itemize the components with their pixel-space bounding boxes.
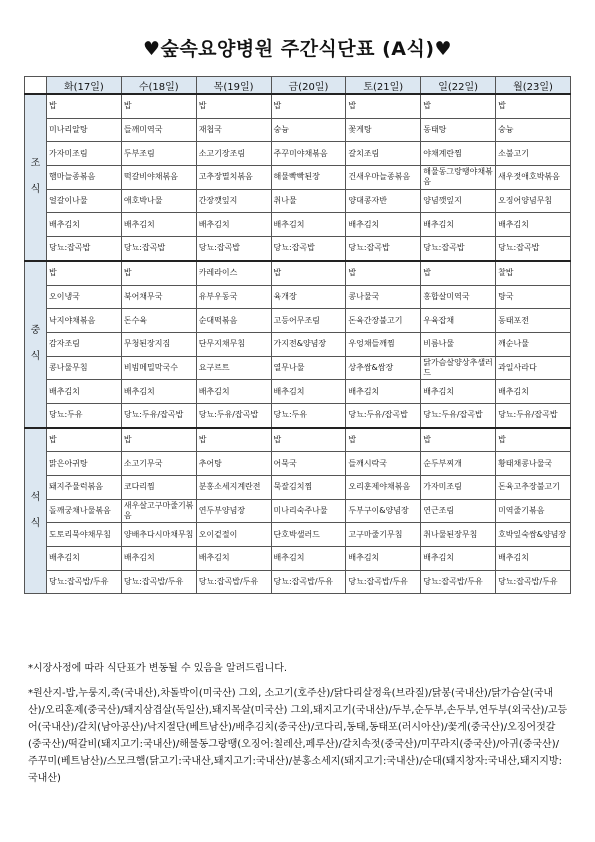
menu-cell: 오리훈제야채볶음 bbox=[346, 476, 421, 500]
menu-cell: 추어탕 bbox=[196, 452, 271, 476]
menu-cell: 당뇨:두유/잡곡밥 bbox=[121, 403, 196, 427]
menu-cell: 감자조림 bbox=[47, 332, 122, 356]
menu-cell: 간장깻잎지 bbox=[196, 189, 271, 213]
menu-cell: 밥 bbox=[421, 428, 496, 452]
menu-cell: 들깨미역국 bbox=[121, 118, 196, 142]
meal-label: 중 식 bbox=[25, 261, 47, 428]
menu-cell: 꽃게탕 bbox=[346, 118, 421, 142]
menu-cell: 고구마줄기무침 bbox=[346, 523, 421, 547]
day-header: 금(20일) bbox=[271, 77, 346, 95]
menu-cell: 밥 bbox=[271, 261, 346, 285]
menu-cell: 양대콩자반 bbox=[346, 189, 421, 213]
menu-cell: 콩나물국 bbox=[346, 285, 421, 309]
meal-label: 조 식 bbox=[25, 94, 47, 261]
day-header: 목(19일) bbox=[196, 77, 271, 95]
day-header: 월(23일) bbox=[496, 77, 571, 95]
menu-row bbox=[25, 94, 571, 118]
menu-cell: 고추장멸치볶음 bbox=[196, 166, 271, 190]
menu-cell: 가자미조림 bbox=[421, 476, 496, 500]
menu-cell: 햄마늘종볶음 bbox=[47, 166, 122, 190]
menu-cell: 당뇨:잡곡밥/두유 bbox=[47, 570, 122, 594]
origin-info: *원산지-밥,누룽지,죽(국내산),차돌박이(미국산) 그외, 소고기(호주산)/닭다리살정육(브라질)/닭봉(국내산)/닭가슴살(국내산)/오리훈제(중국산)/돼지삼겹살(독일산),돼지목살(미국산) 그외,돼지고기(국내산)/두부,순두부,손두부,연두부(외국산)/고등어(국내산)/갈치(남아공산)/낙지절단(베트남산)/배추김치(중국산)/코다리,동태,동태포(러시아산)/꽃게(중국산)/오징어젓갈(중국산)/떡갈비(돼지고기:국내산)/해물동그랑땡(오징어:칠레산,페루산)/갈치속젓(중국산)/미꾸라지(중국산)/아귀(중국산)/주꾸미(베트남산)/스모크햄(닭고기:국내산,돼지고기:국내산)/분홍소세지(돼지고기:국내산)/순대(돼지창자:국내산,돼지지방:국내산) bbox=[28, 688, 568, 784]
menu-cell: 무청된장지짐 bbox=[121, 332, 196, 356]
menu-cell: 묵잘김치찜 bbox=[271, 476, 346, 500]
menu-cell: 야채계란찜 bbox=[421, 142, 496, 166]
menu-cell: 배추김치 bbox=[421, 547, 496, 571]
menu-cell: 유부우동국 bbox=[196, 285, 271, 309]
menu-cell: 호박잎숙쌈&양념장 bbox=[496, 523, 571, 547]
menu-cell: 연근조림 bbox=[421, 499, 496, 523]
menu-cell: 재첩국 bbox=[196, 118, 271, 142]
menu-row bbox=[25, 356, 571, 380]
menu-cell: 단무지채무침 bbox=[196, 332, 271, 356]
menu-cell: 돌깨궁채나물볶음 bbox=[47, 499, 122, 523]
menu-cell: 당뇨:잡곡밥 bbox=[121, 237, 196, 261]
menu-cell: 오이냉국 bbox=[47, 285, 122, 309]
menu-row bbox=[25, 499, 571, 523]
menu-cell: 애호박나물 bbox=[121, 189, 196, 213]
menu-cell: 당뇨:두유 bbox=[47, 403, 122, 427]
menu-cell: 해물동그랑땡야채볶음 bbox=[421, 166, 496, 190]
menu-cell: 돈육고추장불고기 bbox=[496, 476, 571, 500]
menu-cell: 떡갈비야채볶음 bbox=[121, 166, 196, 190]
menu-cell: 도토리묵야채무침 bbox=[47, 523, 122, 547]
menu-cell: 배추김치 bbox=[496, 380, 571, 404]
menu-row bbox=[25, 118, 571, 142]
menu-cell: 가지전&양념장 bbox=[271, 332, 346, 356]
menu-row bbox=[25, 285, 571, 309]
menu-cell: 당뇨:잡곡밥 bbox=[196, 237, 271, 261]
menu-cell: 오이겉절이 bbox=[196, 523, 271, 547]
menu-cell: 밥 bbox=[346, 261, 421, 285]
day-header: 토(21일) bbox=[346, 77, 421, 95]
menu-cell: 밥 bbox=[346, 428, 421, 452]
menu-cell: 비빔메밀막국수 bbox=[121, 356, 196, 380]
menu-cell: 당뇨:잡곡밥/두유 bbox=[271, 570, 346, 594]
menu-cell: 밥 bbox=[496, 428, 571, 452]
menu-cell: 얼갈이나물 bbox=[47, 189, 122, 213]
menu-cell: 어묵국 bbox=[271, 452, 346, 476]
change-notice: *시장사정에 따라 식단표가 변동될 수 있음을 알려드립니다. bbox=[28, 663, 288, 674]
menu-cell: 당뇨:두유/잡곡밥 bbox=[196, 403, 271, 427]
menu-cell: 당뇨:잡곡밥 bbox=[346, 237, 421, 261]
menu-cell: 당뇨:잡곡밥 bbox=[496, 237, 571, 261]
menu-body bbox=[25, 94, 571, 594]
menu-cell: 당뇨:잡곡밥/두유 bbox=[121, 570, 196, 594]
menu-cell: 밥 bbox=[121, 428, 196, 452]
header-corner bbox=[25, 77, 47, 95]
menu-cell: 당뇨:잡곡밥 bbox=[47, 237, 122, 261]
menu-cell: 밥 bbox=[271, 94, 346, 118]
menu-cell: 홍합살미역국 bbox=[421, 285, 496, 309]
menu-cell: 당뇨:두유 bbox=[271, 403, 346, 427]
menu-cell: 밥 bbox=[271, 428, 346, 452]
weekly-menu-table bbox=[24, 76, 571, 594]
menu-row bbox=[25, 261, 571, 285]
menu-cell: 밥 bbox=[121, 94, 196, 118]
menu-cell: 주꾸미야채볶음 bbox=[271, 142, 346, 166]
menu-cell: 밥 bbox=[496, 94, 571, 118]
meal-label: 석 식 bbox=[25, 428, 47, 594]
menu-cell: 밥 bbox=[421, 261, 496, 285]
menu-cell: 배추김치 bbox=[271, 213, 346, 237]
menu-cell: 맑은아귀탕 bbox=[47, 452, 122, 476]
menu-cell: 돈육간장불고기 bbox=[346, 309, 421, 333]
menu-cell: 돼지주물럭볶음 bbox=[47, 476, 122, 500]
menu-cell: 황태채콩나물국 bbox=[496, 452, 571, 476]
notes bbox=[28, 660, 568, 795]
menu-cell: 콩나물무침 bbox=[47, 356, 122, 380]
menu-cell: 당뇨:두유/잡곡밥 bbox=[421, 403, 496, 427]
menu-cell: 밥 bbox=[196, 94, 271, 118]
menu-cell: 두부구이&양념장 bbox=[346, 499, 421, 523]
menu-row bbox=[25, 452, 571, 476]
menu-cell: 순두부찌개 bbox=[421, 452, 496, 476]
day-header: 화(17일) bbox=[47, 77, 122, 95]
menu-cell: 배추김치 bbox=[47, 213, 122, 237]
menu-cell: 당뇨:잡곡밥/두유 bbox=[196, 570, 271, 594]
menu-cell: 밥 bbox=[421, 94, 496, 118]
menu-cell: 양배추다시마채무침 bbox=[121, 523, 196, 547]
menu-cell: 육개장 bbox=[271, 285, 346, 309]
menu-cell: 해물빡빡된장 bbox=[271, 166, 346, 190]
menu-cell: 비름나물 bbox=[421, 332, 496, 356]
menu-row bbox=[25, 547, 571, 571]
menu-cell: 취나물 bbox=[271, 189, 346, 213]
menu-cell: 갈치조림 bbox=[346, 142, 421, 166]
menu-cell: 연두부양념장 bbox=[196, 499, 271, 523]
menu-cell: 배추김치 bbox=[346, 213, 421, 237]
menu-cell: 분홍소세지계란전 bbox=[196, 476, 271, 500]
menu-cell: 밥 bbox=[196, 428, 271, 452]
menu-cell: 찰밥 bbox=[496, 261, 571, 285]
menu-cell: 새우젓애호박볶음 bbox=[496, 166, 571, 190]
menu-cell: 숭늉 bbox=[496, 118, 571, 142]
menu-cell: 오징어양념무침 bbox=[496, 189, 571, 213]
menu-row bbox=[25, 428, 571, 452]
menu-cell: 과일사라다 bbox=[496, 356, 571, 380]
menu-cell: 배추김치 bbox=[121, 213, 196, 237]
day-header: 수(18일) bbox=[121, 77, 196, 95]
menu-cell: 배추김치 bbox=[496, 213, 571, 237]
menu-cell: 배추김치 bbox=[121, 380, 196, 404]
menu-cell: 소고기장조림 bbox=[196, 142, 271, 166]
page-title: ♥숲속요양병원 주간식단표 (A식)♥ bbox=[142, 38, 453, 60]
menu-cell: 우육잡채 bbox=[421, 309, 496, 333]
menu-cell: 배추김치 bbox=[346, 380, 421, 404]
menu-cell: 닭가슴살양상추샐러드 bbox=[421, 356, 496, 380]
menu-cell: 배추김치 bbox=[196, 380, 271, 404]
menu-cell: 당뇨:두유/잡곡밥 bbox=[496, 403, 571, 427]
menu-cell: 숭늉 bbox=[271, 118, 346, 142]
menu-row bbox=[25, 332, 571, 356]
menu-cell: 배추김치 bbox=[196, 547, 271, 571]
menu-cell: 당뇨:잡곡밥 bbox=[421, 237, 496, 261]
menu-row bbox=[25, 213, 571, 237]
menu-cell: 배추김치 bbox=[271, 380, 346, 404]
menu-row bbox=[25, 237, 571, 261]
menu-row bbox=[25, 166, 571, 190]
menu-cell: 소고기무국 bbox=[121, 452, 196, 476]
menu-row bbox=[25, 523, 571, 547]
menu-row bbox=[25, 380, 571, 404]
menu-cell: 두부조림 bbox=[121, 142, 196, 166]
menu-cell: 배추김치 bbox=[421, 380, 496, 404]
menu-cell: 가자미조림 bbox=[47, 142, 122, 166]
menu-cell: 배추김치 bbox=[121, 547, 196, 571]
menu-cell: 배추김치 bbox=[496, 547, 571, 571]
menu-cell: 당뇨:잡곡밥/두유 bbox=[421, 570, 496, 594]
menu-cell: 밥 bbox=[346, 94, 421, 118]
menu-cell: 순대떡볶음 bbox=[196, 309, 271, 333]
menu-cell: 당뇨:잡곡밥 bbox=[271, 237, 346, 261]
menu-cell: 당뇨:잡곡밥/두유 bbox=[346, 570, 421, 594]
day-header: 일(22일) bbox=[421, 77, 496, 95]
menu-cell: 북어채무국 bbox=[121, 285, 196, 309]
menu-cell: 배추김치 bbox=[47, 547, 122, 571]
menu-cell: 돈수육 bbox=[121, 309, 196, 333]
menu-row bbox=[25, 142, 571, 166]
menu-row bbox=[25, 570, 571, 594]
menu-cell: 당뇨:두유/잡곡밥 bbox=[346, 403, 421, 427]
menu-cell: 요구르트 bbox=[196, 356, 271, 380]
menu-row bbox=[25, 189, 571, 213]
menu-cell: 단호박샐러드 bbox=[271, 523, 346, 547]
menu-row bbox=[25, 476, 571, 500]
menu-cell: 밥 bbox=[47, 261, 122, 285]
menu-header bbox=[25, 77, 571, 95]
menu-cell: 배추김치 bbox=[47, 380, 122, 404]
menu-cell: 소불고기 bbox=[496, 142, 571, 166]
menu-cell: 동태포전 bbox=[496, 309, 571, 333]
menu-cell: 미나리숙주나물 bbox=[271, 499, 346, 523]
menu-cell: 동태탕 bbox=[421, 118, 496, 142]
menu-cell: 배추김치 bbox=[346, 547, 421, 571]
menu-cell: 새우살고구마줄기볶음 bbox=[121, 499, 196, 523]
menu-cell: 낙지야채볶음 bbox=[47, 309, 122, 333]
menu-cell: 우엉채들깨찜 bbox=[346, 332, 421, 356]
menu-row bbox=[25, 309, 571, 333]
menu-cell: 밥 bbox=[121, 261, 196, 285]
menu-cell: 탕국 bbox=[496, 285, 571, 309]
menu-cell: 코다리찜 bbox=[121, 476, 196, 500]
menu-cell: 취나물된장무침 bbox=[421, 523, 496, 547]
menu-cell: 배추김치 bbox=[196, 213, 271, 237]
menu-cell: 미나리알탕 bbox=[47, 118, 122, 142]
menu-cell: 열무나물 bbox=[271, 356, 346, 380]
menu-cell: 깨순나물 bbox=[496, 332, 571, 356]
menu-cell: 건새우마늘종볶음 bbox=[346, 166, 421, 190]
menu-cell: 고등어무조림 bbox=[271, 309, 346, 333]
menu-cell: 밥 bbox=[47, 428, 122, 452]
menu-cell: 배추김치 bbox=[421, 213, 496, 237]
menu-cell: 미역줄기볶음 bbox=[496, 499, 571, 523]
menu-cell: 밥 bbox=[47, 94, 122, 118]
menu-row bbox=[25, 403, 571, 427]
menu-cell: 카레라이스 bbox=[196, 261, 271, 285]
menu-cell: 당뇨:잡곡밥/두유 bbox=[496, 570, 571, 594]
menu-cell: 배추김치 bbox=[271, 547, 346, 571]
menu-cell: 들깨시락국 bbox=[346, 452, 421, 476]
menu-cell: 상추쌈&쌈장 bbox=[346, 356, 421, 380]
menu-cell: 양념깻잎지 bbox=[421, 189, 496, 213]
